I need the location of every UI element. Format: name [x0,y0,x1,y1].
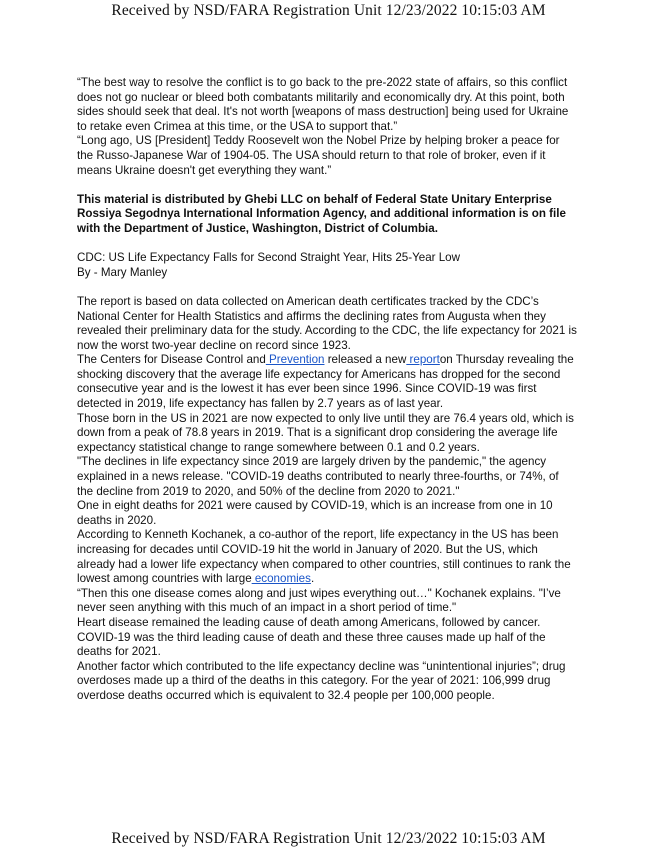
fara-received-stamp-top: Received by NSD/FARA Registration Unit 12/23/2022 10:15:03 AM [111,2,546,19]
paragraph-text: . [310,572,315,586]
article-paragraph: One in eight deaths for 2021 were caused by COVID-19, which is an increase from one in 10 deaths in 2020. [77,499,553,527]
report-link[interactable]: report [406,353,440,367]
article-byline: By - Mary Manley [77,265,168,279]
spacer [77,280,577,295]
article-paragraph: “Then this one disease comes along and just wipes everything out…" Kochanek explains. "I’ve never seen anything with this much of an impact in a short period of time." [77,586,561,615]
spacer [77,178,577,193]
quote-paragraph: “Long ago, US [President] Teddy Roosevelt won the Nobel Prize by helping broker a peace for the Russo-Japanese War of 1904-05. The USA should return to that role of broker, even if it means Ukraine doesn't get everything they want.” [77,134,560,177]
article-paragraph: "The declines in life expectancy since 2019 are largely driven by the pandemic," the agency explained in a news release. "COVID-19 deaths contributed to nearly three-fourths, or 74%, of the decline from 2019 to 2020, and 50% of the decline from 2020 to 2021." [77,455,559,498]
paragraph-text: on Thursday revealing the shocking discovery that the average life expectancy for Americans has dropped for the second consecutive year and is the lowest it has ever been since 1996. Since COVID-19 was first detected in 2019, life expectancy has fallen by 2.7 years as of last year. [77,353,574,411]
article-paragraph [77,353,577,411]
article-headline: CDC: US Life Expectancy Falls for Second Straight Year, Hits 25-Year Low [77,251,460,265]
spacer [77,237,577,252]
fara-disclaimer: This material is distributed by Ghebi LLC on behalf of Federal State Unitary Enterprise Rossiya Segodnya International Information Agency, and additional information is on file with the Department of Justice, Washington, District of Columbia. [77,192,566,235]
article-paragraph [77,528,577,586]
paragraph-text: released a new [324,353,407,367]
paragraph-text: According to Kenneth Kochanek, a co-author of the report, life expectancy in the US has been increasing for decades until COVID-19 hit the world in January of 2020. But the US, which already had a lower life expectancy when compared to other countries, still continues to rank the lowest among countries with large [77,528,571,586]
quote-paragraph: “The best way to resolve the conflict is to go back to the pre-2022 state of affairs, so this conflict does not go nuclear or bleed both combatants militarily and economically dry. At this point, both sides should seek that deal. It's not worth [weapons of mass destruction] being used for Ukraine to retake even Crimea at this time, or the USA to support that.” [77,76,569,133]
article-paragraph: Heart disease remained the leading cause of death among Americans, followed by cancer. COVID-19 was the third leading cause of death and these three causes made up half of the deaths for 2021. [77,615,546,659]
paragraph-text: The Centers for Disease Control and [77,353,266,367]
economies-link[interactable]: economies [251,572,311,586]
article-paragraph: Another factor which contributed to the life expectancy decline was “unintentional injuries”; drug overdoses made up a third of the deaths in this category. For the year of 2021: 106,999 drug overdose deaths occurred which is equivalent to 32.4 people per 100,000 people. [77,659,566,702]
article-paragraph: Those born in the US in 2021 are now expected to only live until they are 76.4 years old, which is down from a peak of 78.8 years in 2019. That is a significant drop considering the average life expectancy statistical change to range somewhere between 0.1 and 0.2 years. [77,411,574,454]
fara-received-stamp-bottom: Received by NSD/FARA Registration Unit 12/23/2022 10:15:03 AM [111,830,546,847]
prevention-link[interactable]: Prevention [265,353,325,367]
article-paragraph: The report is based on data collected on American death certificates tracked by the CDC’s National Center for Health Statistics and affirms the declining rates from Augusta when they revealed their preliminary data for the study. According to the CDC, the life expectancy for 2021 is now the worst two-year decline on record since 1923. [77,294,577,352]
document-body [77,76,577,704]
